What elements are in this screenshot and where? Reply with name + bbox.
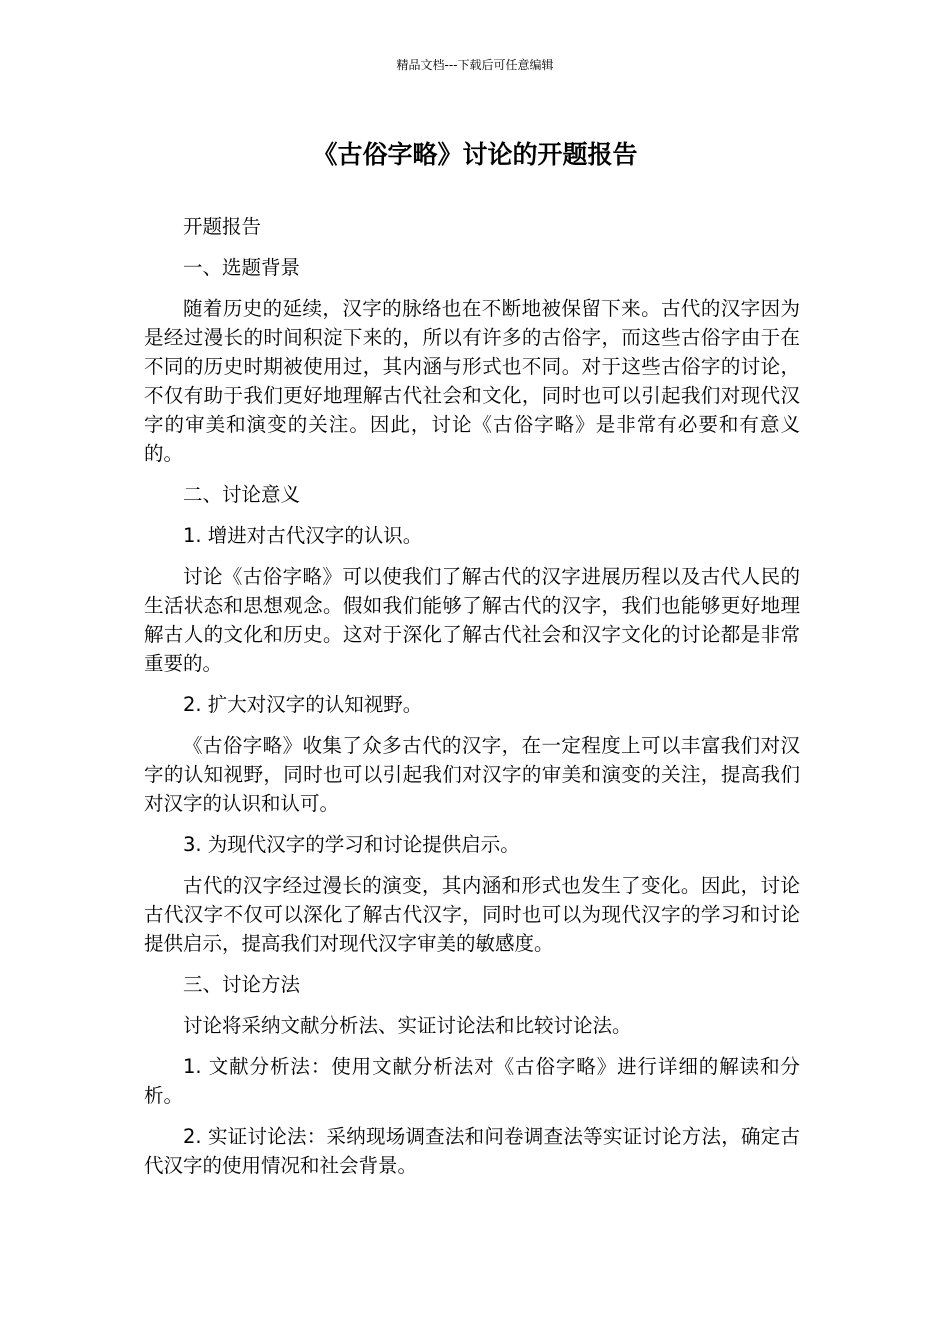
heading-methods: 三、讨论方法 xyxy=(183,973,301,996)
item-method-1: 1. 文献分析法：使用文献分析法对《古俗字略》进行详细的解读和分析。 xyxy=(144,1055,800,1107)
page-header-note: 精品文档---下载后可任意编辑 xyxy=(396,58,554,72)
item-significance-2: 2. 扩大对汉字的认知视野。 xyxy=(183,693,423,716)
paragraph-significance-2: 《古俗字略》收集了众多古代的汉字，在一定程度上可以丰富我们对汉字的认知视野，同时也可以引起我们对汉字的审美和演变的关注，提高我们对汉字的认识和认可。 xyxy=(144,734,800,815)
heading-significance: 二、讨论意义 xyxy=(183,483,301,506)
paragraph-report-label: 开题报告 xyxy=(183,215,262,238)
heading-background: 一、选题背景 xyxy=(183,256,301,279)
item-method-2: 2. 实证讨论法：采纳现场调查法和问卷调查法等实证讨论方法，确定古代汉字的使用情况和社会背景。 xyxy=(144,1125,800,1177)
paragraph-significance-3: 古代的汉字经过漫长的演变，其内涵和形式也发生了变化。因此，讨论古代汉字不仅可以深化了解古代汉字，同时也可以为现代汉字的学习和讨论提供启示，提高我们对现代汉字审美的敏感度。 xyxy=(144,874,800,955)
document-body xyxy=(144,212,800,1192)
document-title: 《古俗字略》讨论的开题报告 xyxy=(312,140,638,169)
paragraph-methods-intro: 讨论将采纳文献分析法、实证讨论法和比较讨论法。 xyxy=(183,1014,632,1037)
item-significance-3: 3. 为现代汉字的学习和讨论提供启示。 xyxy=(183,833,520,856)
paragraph-background: 随着历史的延续，汉字的脉络也在不断地被保留下来。古代的汉字因为是经过漫长的时间积淀下来的，所以有许多的古俗字，而这些古俗字由于在不同的历史时期被使用过，其内涵与形式也不同。对于这些古俗字的讨论，不仅有助于我们更好地理解古代社会和文化，同时也可以引起我们对现代汉字的审美和演变的关注。因此，讨论《古俗字略》是非常有必要和有意义的。 xyxy=(144,297,800,465)
paragraph-significance-1: 讨论《古俗字略》可以使我们了解古代的汉字进展历程以及古代人民的生活状态和思想观念。假如我们能够了解古代的汉字，我们也能够更好地理解古人的文化和历史。这对于深化了解古代社会和汉字文化的讨论都是非常重要的。 xyxy=(144,565,800,675)
item-significance-1: 1. 增进对古代汉字的认识。 xyxy=(183,524,423,547)
